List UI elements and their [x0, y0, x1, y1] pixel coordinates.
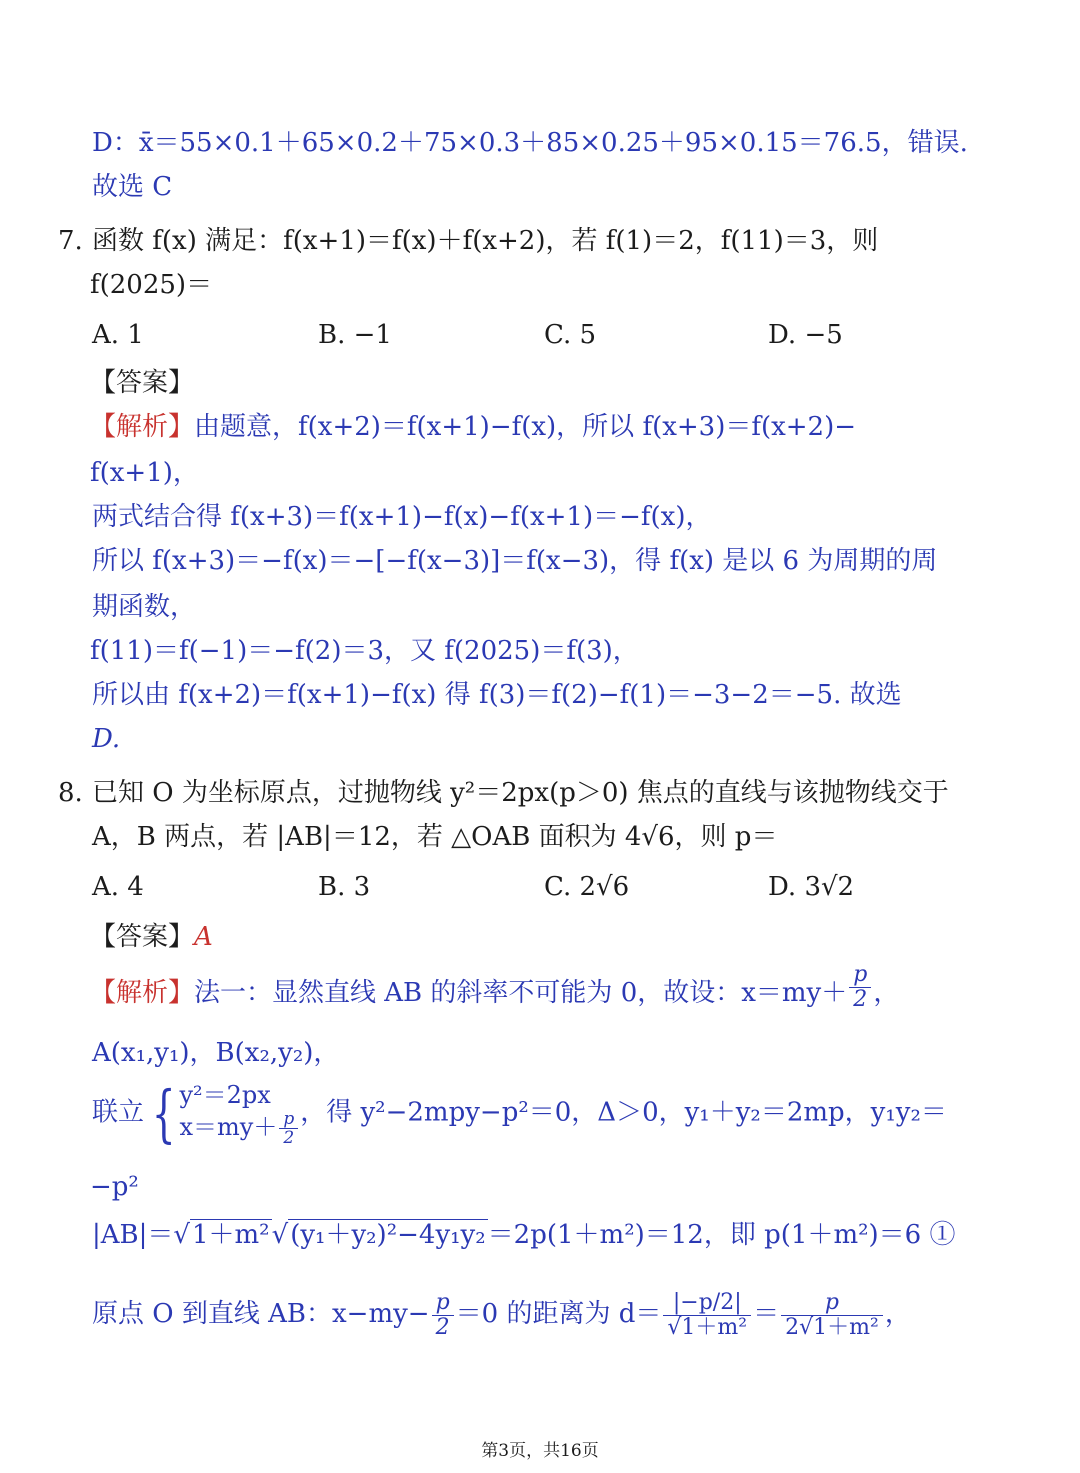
fraction-p-over-2: $\frac{p}{2}$	[849, 963, 871, 1012]
q7-analysis-text-1: 由题意，f(x+2)＝f(x+1)−f(x)，所以 f(x+3)＝f(x+2)−	[194, 412, 857, 442]
distance-fraction-1: $\frac{|-p/2|}{\text{√1＋m²}}$	[663, 1291, 751, 1340]
question-7-text-cont: f(2025)＝	[90, 270, 213, 300]
q8-analysis-tag: 【解析】	[90, 978, 195, 1008]
q8-option-d: D. 3√2	[768, 872, 855, 902]
q7-analysis-tag: 【解析】	[90, 412, 195, 442]
q8-analysis-line-4: −p²	[90, 1172, 139, 1202]
q7-option-a: A. 1	[92, 320, 144, 350]
question-8-number: 8.	[58, 778, 83, 808]
q8-analysis-line-6: 原点 O 到直线 AB：x−my− $\frac{p}{2}$ ＝0 的距离为 d＝ $\frac{|-p/2|}{\text{√1＋m²}}$ ＝ $\frac{p}{\text{2√1＋m²}}$ ，	[92, 1289, 911, 1340]
q7-analysis-line-5: 期函数，	[92, 592, 197, 622]
system-brace: {	[151, 1076, 176, 1150]
q8-analysis-line-1: 【解析】法一：显然直线 AB 的斜率不可能为 0，故设：x＝my＋ $\frac{p}{2}$ ，	[90, 961, 900, 1012]
q7-answer-tag: 【答案】	[90, 368, 195, 398]
q7-analysis-line-6: f(11)＝f(−1)＝−f(2)＝3，又 f(2025)＝f(3)，	[90, 636, 639, 666]
q8-answer-value: A	[194, 922, 213, 952]
solution-line-d: D：x̄＝55×0.1＋65×0.2＋75×0.3＋85×0.25＋95×0.15＝76.5，错误.	[92, 128, 968, 158]
question-8-text-cont: A，B 两点，若 |AB|＝12，若 △OAB 面积为 4√6，则 p＝	[92, 822, 778, 852]
q8-analysis-text-1: 法一：显然直线 AB 的斜率不可能为 0，故设：x＝my＋	[194, 978, 848, 1008]
q8-analysis-line-2: A(x₁,y₁)，B(x₂,y₂)，	[92, 1038, 340, 1068]
fraction-p-over-2-b: $\frac{p}{2}$	[432, 1291, 454, 1340]
question-7-text: 函数 f(x) 满足：f(x+1)＝f(x)＋f(x+2)，若 f(1)＝2，f(11)＝3，则	[92, 226, 879, 256]
question-7-number: 7.	[58, 226, 83, 256]
q7-option-b: B. −1	[318, 320, 392, 350]
q8-analysis-line-3: 联立 { y²＝2px x＝my＋ $\frac{p}{2}$ ，得 y²−2mpy−p²＝0，Δ＞0，y₁＋y₂＝2mp，y₁y₂＝	[92, 1076, 947, 1150]
q8-option-c: C. 2√6	[544, 872, 630, 902]
solution-conclusion: 故选 C	[92, 172, 173, 202]
q7-analysis-line-7: 所以由 f(x+2)＝f(x+1)−f(x) 得 f(3)＝f(2)−f(1)＝−3−2＝−5. 故选	[92, 680, 902, 710]
q7-analysis-line-8: D.	[92, 724, 121, 754]
q8-option-b: B. 3	[318, 872, 371, 902]
q7-option-c: C. 5	[544, 320, 597, 350]
q8-answer-line	[90, 920, 213, 954]
q7-analysis-line-4: 所以 f(x+3)＝−f(x)＝−[−f(x−3)]＝f(x−3)，得 f(x) 是以 6 为周期的周	[92, 546, 938, 576]
q7-option-d: D. −5	[768, 320, 843, 350]
q7-analysis-line-2: f(x+1)，	[90, 458, 199, 488]
q8-answer-tag: 【答案】	[90, 922, 195, 952]
q8-option-a: A. 4	[92, 872, 144, 902]
equation-system: y²＝2px x＝my＋ $\frac{p}{2}$	[179, 1080, 300, 1147]
fraction-p-over-2-small: $\frac{p}{2}$	[279, 1110, 298, 1147]
question-8-text: 已知 O 为坐标原点，过抛物线 y²＝2px(p＞0) 焦点的直线与该抛物线交于	[92, 778, 949, 808]
q7-analysis-line-1	[90, 410, 856, 444]
q8-analysis-line-5: |AB|＝√1＋m²√(y₁＋y₂)²−4y₁y₂＝2p(1＋m²)＝12，即 p(1＋m²)＝6 ①	[92, 1220, 956, 1250]
distance-fraction-2: $\frac{p}{\text{2√1＋m²}}$	[781, 1291, 883, 1340]
page-footer: 第3页，共16页	[481, 1441, 599, 1461]
q7-analysis-line-3: 两式结合得 f(x+3)＝f(x+1)−f(x)−f(x+1)＝−f(x)，	[92, 502, 712, 532]
